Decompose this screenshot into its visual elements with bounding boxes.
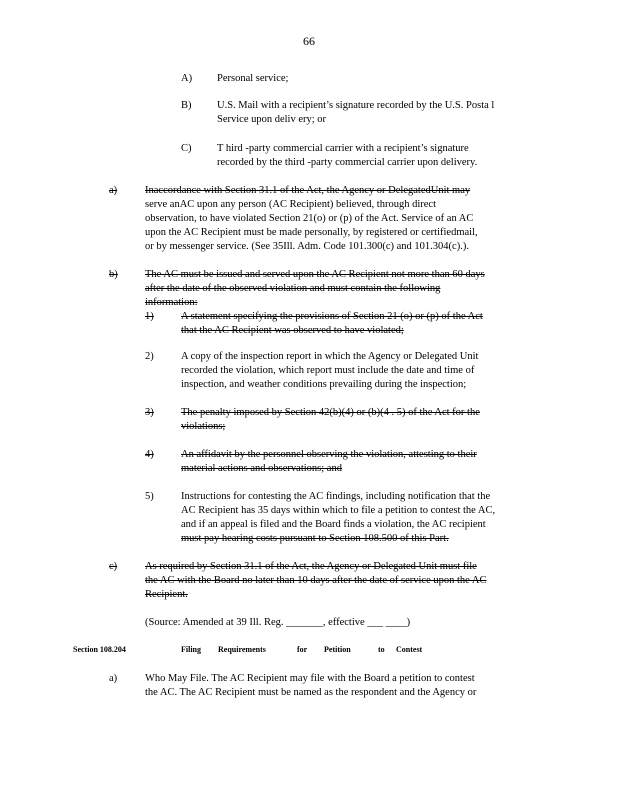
next-para-a-label: a)	[109, 673, 118, 684]
b-item-1-line-2: that the AC Recipient was observed to have violated;	[181, 325, 404, 336]
para-a-struck-line: Inaccordance with Section 31.1 of the Act, the Agency or DelegatedUnit may	[145, 185, 471, 196]
b-item-1-line-1: A statement specifying the provisions of Section 21 (o) or (p) of the Act	[181, 311, 483, 322]
b-item-1-label: 1)	[145, 311, 154, 322]
next-para-a-line-1: Who May File. The AC Recipient may file with the Board a petition to contest	[145, 673, 475, 684]
section-word-petition: Petition	[324, 645, 351, 654]
item-label-b: B)	[181, 100, 192, 111]
para-a-line-4: or by messenger service. (See 35Ill. Adm. Code 101.300(c) and 101.304(c).).	[145, 241, 469, 252]
section-word-to: to	[378, 645, 385, 654]
item-a-line-1: Personal service;	[217, 73, 289, 84]
para-c-line-1: As required by Section 31.1 of the Act, the Agency or Delegated Unit must file	[145, 561, 477, 572]
section-word-requirements: Requirements	[218, 645, 266, 654]
item-label-c: C)	[181, 143, 192, 154]
item-b-line-2: Service upon deliv ery; or	[217, 114, 327, 125]
para-b-label: b)	[109, 269, 118, 280]
para-c-line-2: the AC with the Board no later than 10 days after the date of service upon the AC	[145, 575, 487, 586]
b-item-4-line-1: An affidavit by the personnel observing the violation, attesting to their	[181, 449, 477, 460]
b-item-2-label: 2)	[145, 351, 154, 362]
b-item-5-line-1: Instructions for contesting the AC findings, including notification that the	[181, 491, 491, 502]
item-label-a: A)	[181, 73, 193, 84]
b-item-3-line-1: The penalty imposed by Section 42(b)(4) or (b)(4 . 5) of the Act for the	[181, 407, 480, 418]
b-item-3-label: 3)	[145, 407, 154, 418]
para-c-line-3: Recipient.	[145, 589, 188, 600]
para-b-line-2: after the date of the observed violation and must contain the following	[145, 283, 441, 294]
section-word-filing: Filing	[181, 645, 202, 654]
para-b-line-3: information:	[145, 297, 198, 308]
b-item-3-line-2: violations;	[181, 421, 226, 432]
section-word-contest: Contest	[396, 645, 423, 654]
b-item-2-line-1: A copy of the inspection report in which the Agency or Delegated Unit	[181, 351, 479, 362]
b-item-5-line-3: and if an appeal is filed and the Board finds a violation, the AC recipient	[181, 519, 486, 530]
item-b-line-1: U.S. Mail with a recipient’s signature recorded by the U.S. Posta l	[217, 100, 495, 111]
para-a-label: a)	[109, 185, 118, 196]
para-b-line-1: The AC must be issued and served upon the AC Recipient not more than 60 days	[145, 269, 485, 280]
source-note: (Source: Amended at 39 Ill. Reg. _______, effective ___ ____)	[145, 617, 411, 628]
b-item-5-struck-line: must pay hearing costs pursuant to Section 108.500 of this Part.	[181, 533, 449, 544]
page-number: 66	[303, 34, 315, 48]
section-word-for: for	[297, 645, 308, 654]
item-c-line-1: T hird -party commercial carrier with a recipient’s signature	[217, 143, 469, 154]
item-c-line-2: recorded by the third -party commercial carrier upon delivery.	[217, 157, 478, 168]
b-item-2-line-2: recorded the violation, which report must include the date and time of	[181, 365, 475, 376]
b-item-5-label: 5)	[145, 491, 154, 502]
b-item-2-line-3: inspection, and weather conditions prevailing during the inspection;	[181, 379, 467, 390]
b-item-5-line-2: AC Recipient has 35 days within which to file a petition to contest the AC,	[181, 505, 496, 516]
para-a-line-1: serve anAC upon any person (AC Recipient) believed, through direct	[145, 199, 437, 210]
next-para-a-line-2: the AC. The AC Recipient must be named as the respondent and the Agency or	[145, 687, 477, 698]
para-a-line-2: observation, to have violated Section 21(o) or (p) of the Act. Service of an AC	[145, 213, 474, 224]
b-item-4-line-2: material actions and observations; and	[181, 463, 342, 474]
section-number: Section 108.204	[73, 645, 126, 654]
b-item-4-label: 4)	[145, 449, 154, 460]
para-a-line-3: upon the AC Recipient must be made personally, by registered or certifiedmail,	[145, 227, 478, 238]
para-c-label: c)	[109, 561, 118, 572]
